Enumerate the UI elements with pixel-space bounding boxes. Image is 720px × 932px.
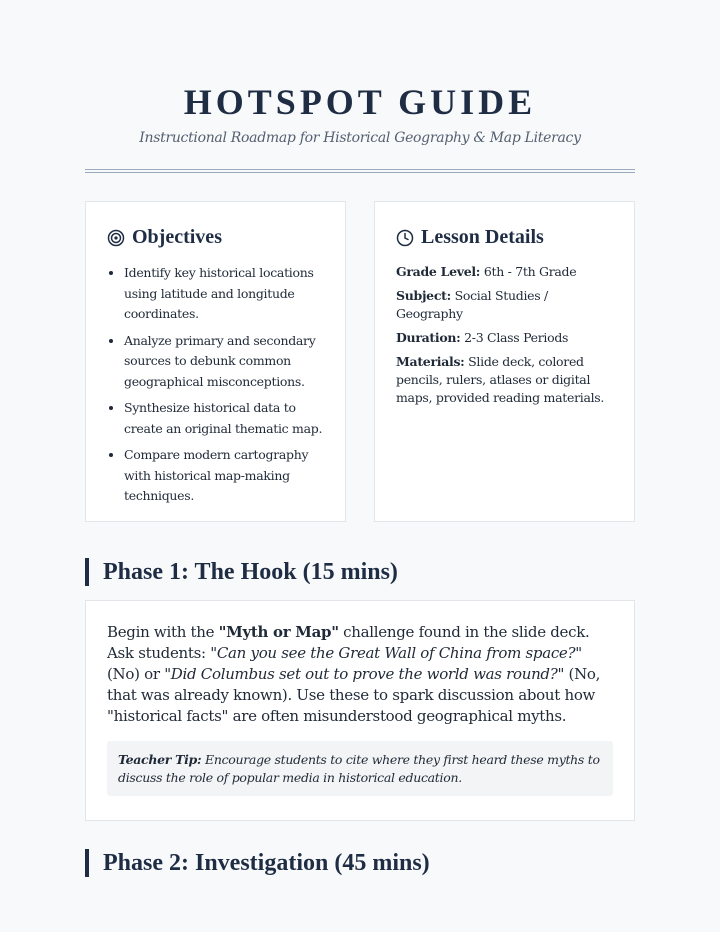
materials-value: Slide deck, colored pencils, rulers, atlases or digital maps, provided reading materials. (396, 354, 605, 405)
teacher-tip (107, 741, 613, 796)
objectives-title: Objectives (132, 226, 222, 248)
materials-label: Materials: (396, 354, 465, 369)
objectives-heading (107, 226, 324, 249)
grade-level-value: 6th - 7th Grade (480, 264, 577, 279)
phase-1-text: (No) or (107, 665, 165, 683)
document-title: HOTSPOT GUIDE (183, 82, 537, 122)
great-wall-question: "Can you see the Great Wall of China from space?" (210, 644, 582, 662)
objective-item: • Identify key historical locations using latitude and longitude coordinates. (124, 263, 324, 325)
document-header (85, 80, 635, 146)
objectives-card (85, 201, 346, 522)
lesson-details-title: Lesson Details (421, 226, 544, 248)
subject-label: Subject: (396, 288, 451, 303)
lesson-details-card (374, 201, 635, 522)
myth-or-map-label: "Myth or Map" (218, 623, 339, 641)
teacher-tip-label: Teacher Tip: (118, 752, 202, 767)
teacher-tip-text: Encourage students to cite where they first heard these myths to discuss the role of popular media in historical education. (118, 752, 600, 785)
duration-value: 2-3 Class Periods (460, 330, 569, 345)
objective-item: • Compare modern cartography with historical map-making techniques. (124, 445, 324, 507)
clock-icon (396, 229, 414, 247)
duration-label: Duration: (396, 330, 461, 345)
phase-1-text: (No, that was already known). Use these to spark discussion about how "historical facts" are often misunderstood geographical myths. (107, 665, 601, 725)
phase-1-description (107, 622, 613, 727)
phase-1-text: Begin with the (107, 623, 219, 641)
target-icon (107, 229, 125, 247)
document-subtitle: Instructional Roadmap for Historical Geography & Map Literacy (139, 130, 581, 146)
phase-1-heading: Phase 1: The Hook (15 mins) (85, 558, 635, 586)
subject-row (396, 287, 613, 323)
objective-item: • Analyze primary and secondary sources to debunk common geographical misconceptions. (124, 331, 324, 393)
phase-2-heading: Phase 2: Investigation (45 mins) (85, 849, 635, 877)
header-divider (85, 169, 635, 173)
materials-row (396, 353, 613, 407)
columbus-question: "Did Columbus set out to prove the world was round?" (164, 665, 565, 683)
phase-1-text: challenge found in the slide deck. Ask students: (107, 623, 590, 662)
objectives-list (107, 263, 324, 507)
duration-row (396, 329, 613, 347)
lesson-details-heading (396, 226, 613, 249)
phase-1-card (85, 600, 635, 821)
grade-level-row (396, 263, 613, 281)
objective-item: • Synthesize historical data to create an original thematic map. (124, 398, 324, 439)
grade-level-label: Grade Level: (396, 264, 481, 279)
subject-value: Social Studies / Geography (396, 288, 548, 321)
